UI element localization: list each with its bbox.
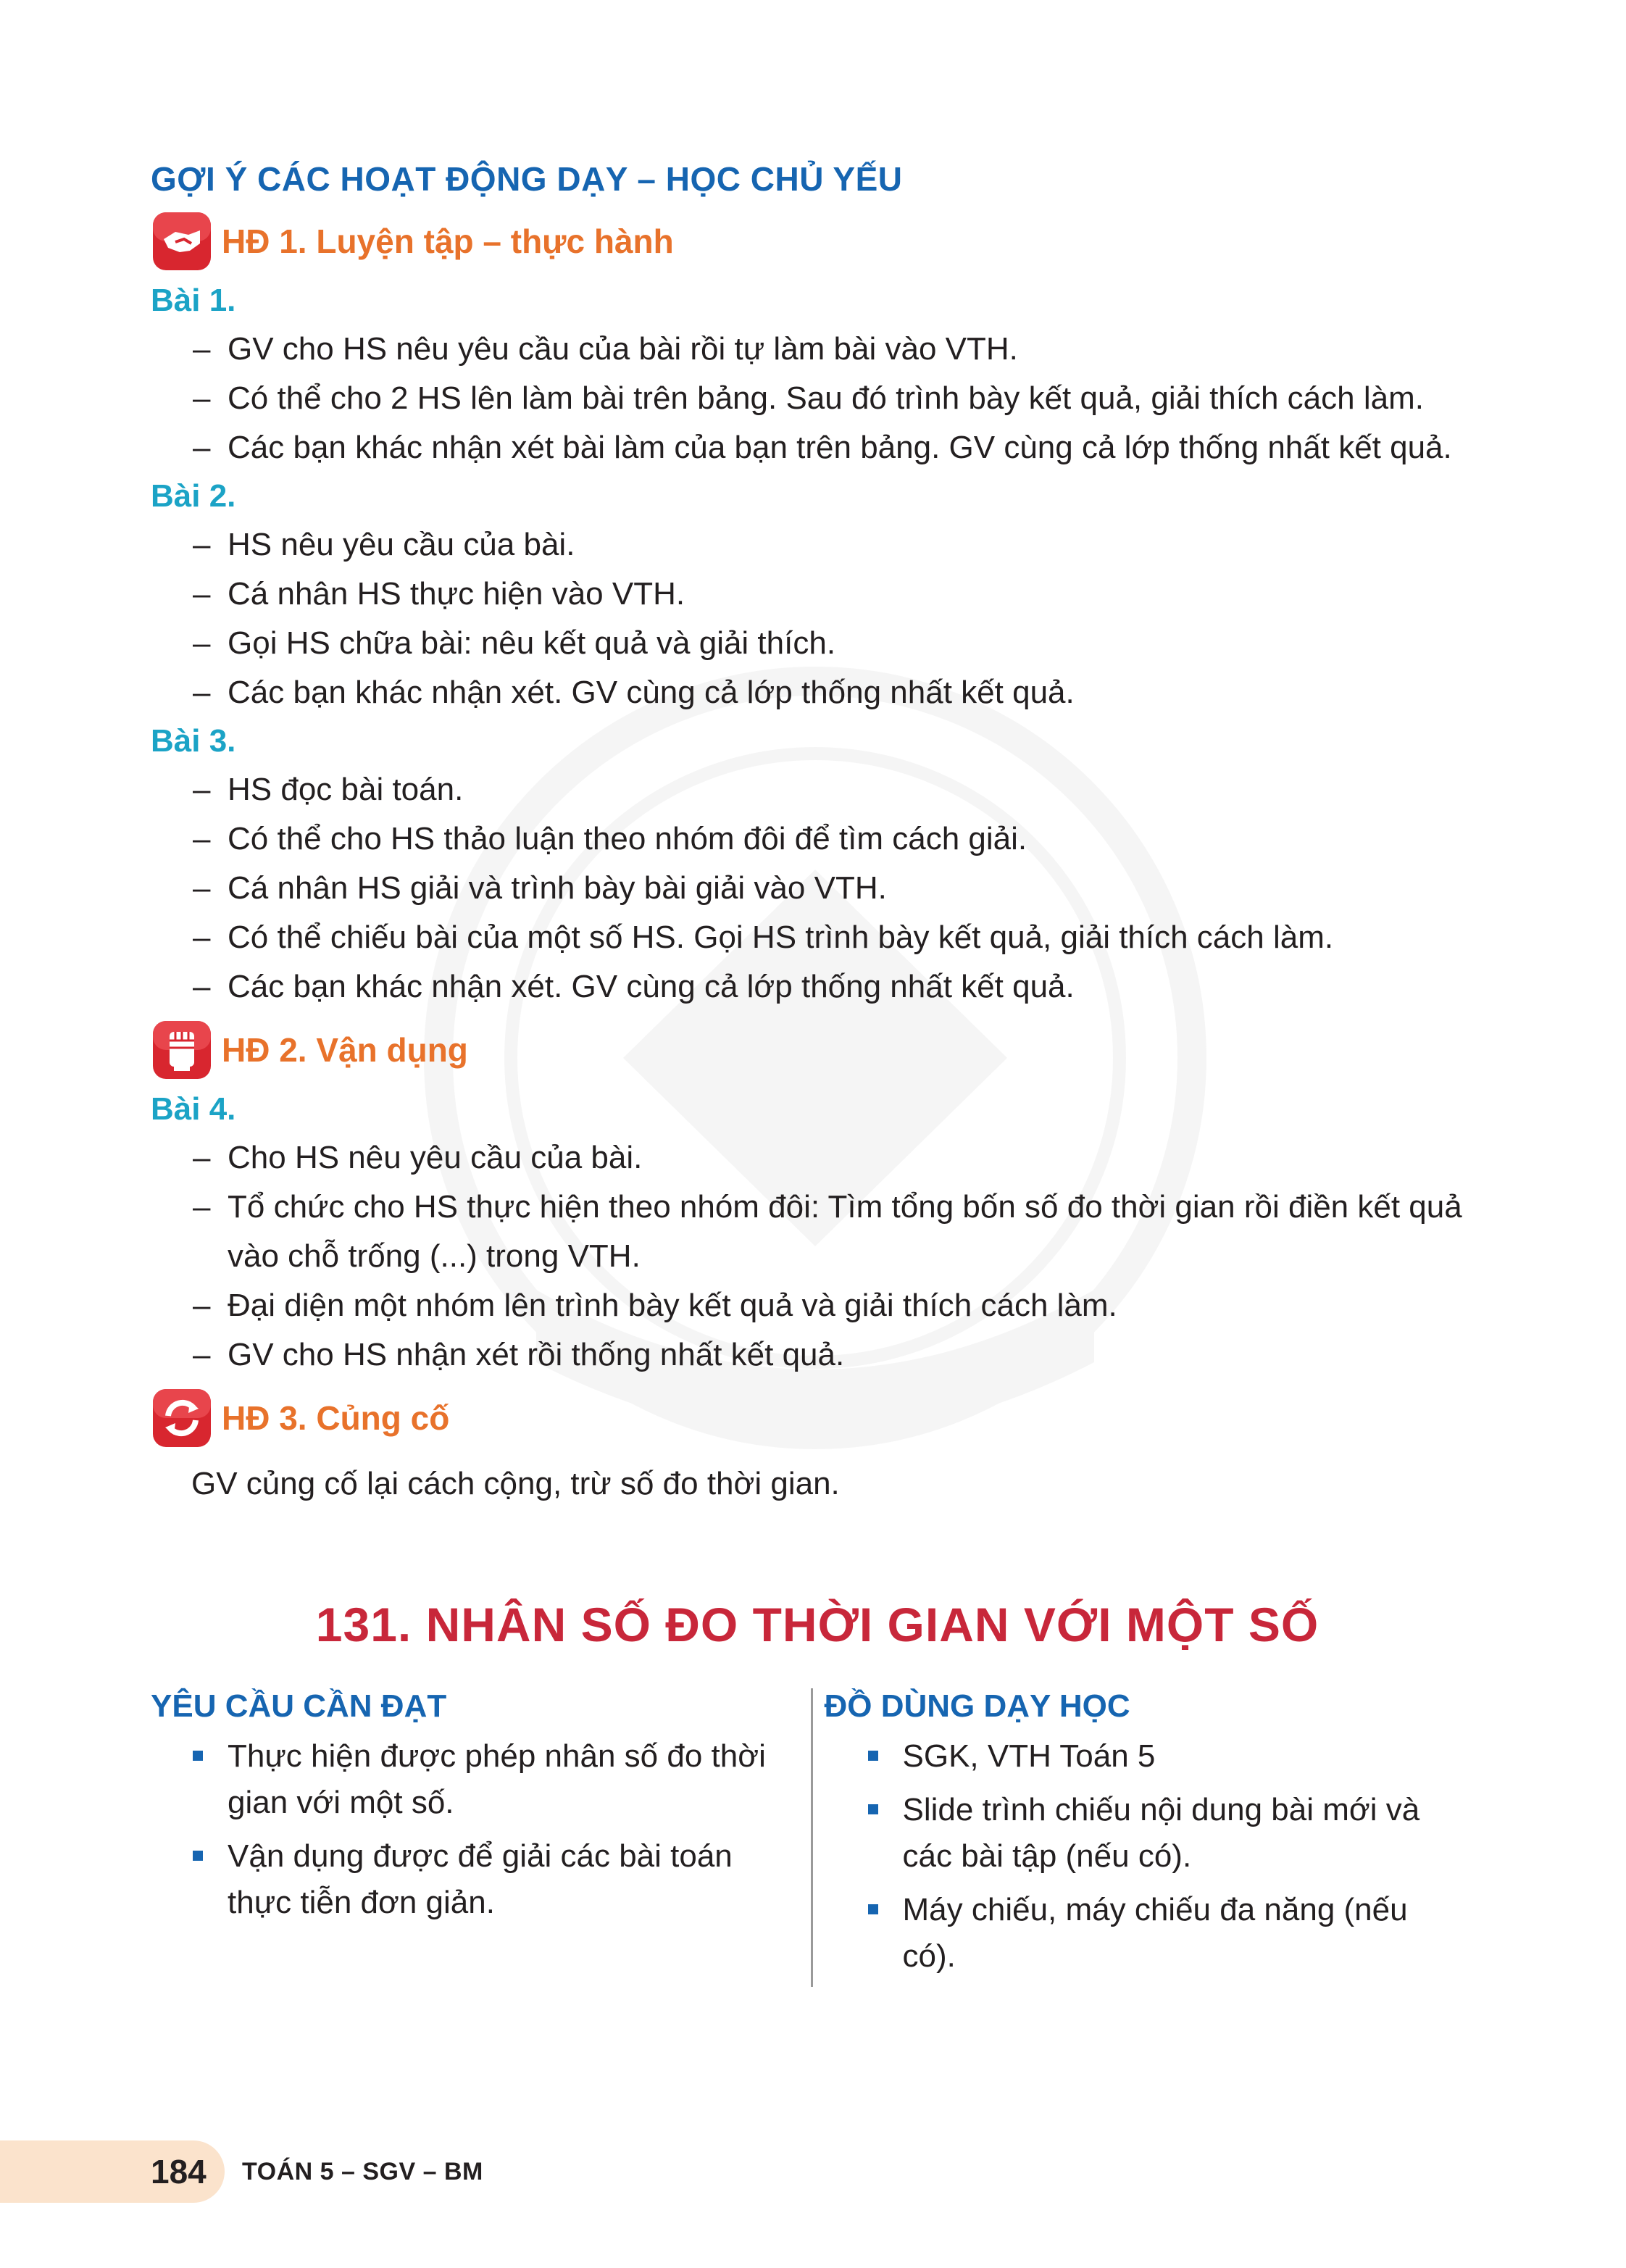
activity-3-title: HĐ 3. Củng cố bbox=[222, 1399, 450, 1437]
requirements-column bbox=[151, 1688, 811, 1987]
main-heading: GỢI Ý CÁC HOẠT ĐỘNG DẠY – HỌC CHỦ YẾU bbox=[151, 160, 903, 198]
exercise-2-steps bbox=[151, 520, 1484, 717]
list-item: SGK, VTH Toán 5 bbox=[825, 1733, 1485, 1780]
materials-title: ĐỒ DÙNG DẠY HỌC bbox=[824, 1688, 1130, 1724]
lesson-overview bbox=[151, 1688, 1484, 1987]
list-item: – Các bạn khác nhận xét bài làm của bạn trên bảng. GV cùng cả lớp thống nhất kết quả. bbox=[193, 430, 1452, 465]
exercise-3-steps bbox=[151, 765, 1484, 1012]
list-item: Thực hiện được phép nhân số đo thời gian với một số. bbox=[151, 1733, 811, 1826]
materials-list bbox=[825, 1733, 1485, 1980]
refresh-icon bbox=[151, 1387, 213, 1449]
list-item: Slide trình chiếu nội dung bài mới và các bài tập (nếu có). bbox=[825, 1787, 1485, 1880]
activity-3-text: GV củng cố lại cách cộng, trừ số đo thời gian. bbox=[191, 1466, 840, 1501]
activity-1-title: HĐ 1. Luyện tập – thực hành bbox=[222, 222, 674, 260]
exercise-4-label: Bài 4. bbox=[151, 1091, 236, 1127]
exercise-1-steps bbox=[151, 325, 1484, 472]
activity-2-title: HĐ 2. Vận dụng bbox=[222, 1031, 468, 1069]
handshake-icon bbox=[151, 210, 213, 272]
fist-icon bbox=[151, 1019, 213, 1081]
list-item: – Tổ chức cho HS thực hiện theo nhóm đôi: Tìm tổng bốn số đo thời gian rồi điền kết quả vào chỗ trống (...) trong VTH. bbox=[193, 1189, 1462, 1274]
bullet-square-icon bbox=[868, 1751, 878, 1761]
bullet-square-icon bbox=[868, 1804, 878, 1814]
bullet-square-icon bbox=[868, 1904, 878, 1914]
page-content bbox=[151, 159, 1484, 1987]
list-item: – Có thể cho 2 HS lên làm bài trên bảng. Sau đó trình bày kết quả, giải thích cách làm. bbox=[193, 380, 1424, 416]
list-item: – Gọi HS chữa bài: nêu kết quả và giải thích. bbox=[193, 625, 836, 661]
list-item: – Có thể chiếu bài của một số HS. Gọi HS trình bày kết quả, giải thích cách làm. bbox=[193, 920, 1334, 955]
list-item: – Các bạn khác nhận xét. GV cùng cả lớp thống nhất kết quả. bbox=[193, 969, 1075, 1004]
lesson-title: 131. NHÂN SỐ ĐO THỜI GIAN VỚI MỘT SỐ bbox=[315, 1598, 1319, 1651]
exercise-4-steps bbox=[151, 1133, 1484, 1380]
bullet-square-icon bbox=[193, 1751, 203, 1761]
book-title: TOÁN 5 – SGV – BM bbox=[242, 2158, 483, 2185]
list-item: Máy chiếu, máy chiếu đa năng (nếu có). bbox=[825, 1887, 1485, 1980]
list-item: – Cá nhân HS thực hiện vào VTH. bbox=[193, 576, 685, 612]
requirements-list bbox=[151, 1733, 811, 1926]
activity-1-header bbox=[151, 210, 1484, 272]
bullet-square-icon bbox=[193, 1851, 203, 1861]
list-item: – HS đọc bài toán. bbox=[193, 772, 464, 807]
exercise-1-label: Bài 1. bbox=[151, 283, 236, 318]
list-item: – Các bạn khác nhận xét. GV cùng cả lớp thống nhất kết quả. bbox=[193, 675, 1075, 710]
list-item: – Đại diện một nhóm lên trình bày kết quả và giải thích cách làm. bbox=[193, 1288, 1117, 1323]
list-item: Vận dụng được để giải các bài toán thực tiễn đơn giản. bbox=[151, 1833, 811, 1926]
materials-column bbox=[811, 1688, 1485, 1987]
list-item: – Cá nhân HS giải và trình bày bài giải vào VTH. bbox=[193, 870, 887, 906]
list-item: – Cho HS nêu yêu cầu của bài. bbox=[193, 1140, 643, 1175]
list-item: – GV cho HS nhận xét rồi thống nhất kết quả. bbox=[193, 1337, 845, 1372]
page-number: 184 bbox=[151, 2153, 207, 2190]
requirements-title: YÊU CẦU CẦN ĐẠT bbox=[151, 1688, 447, 1724]
activity-2-header bbox=[151, 1019, 1484, 1081]
list-item: – Có thể cho HS thảo luận theo nhóm đôi để tìm cách giải. bbox=[193, 821, 1027, 856]
exercise-2-label: Bài 2. bbox=[151, 478, 236, 514]
exercise-3-label: Bài 3. bbox=[151, 723, 236, 759]
list-item: – GV cho HS nêu yêu cầu của bài rồi tự làm bài vào VTH. bbox=[193, 331, 1018, 367]
list-item: – HS nêu yêu cầu của bài. bbox=[193, 527, 575, 562]
activity-3-header bbox=[151, 1387, 1484, 1449]
